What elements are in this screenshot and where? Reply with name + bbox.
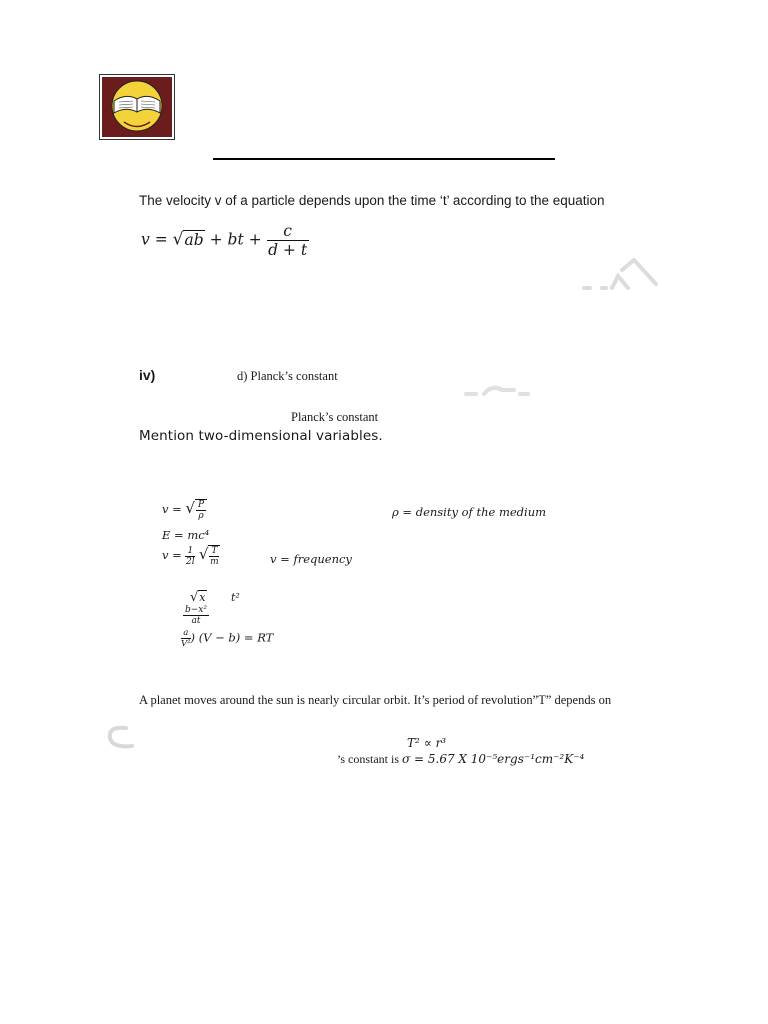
frequency-note: v = frequency <box>270 552 352 566</box>
stefan-prefix: ’s constant is <box>337 752 402 766</box>
density-note: ρ = density of the medium <box>392 505 547 519</box>
formula-frequency: v = $\frac{1}{2l}$ √ $\frac{T}{m}$ <box>162 545 219 567</box>
f3-coefficient <box>185 546 195 567</box>
velocity-equation: v = √ab + bt + $\frac{c}{d + t}$ <box>141 222 308 259</box>
eq-term2: bt <box>227 230 244 249</box>
formula-sqrt-x: √x <box>190 590 206 605</box>
mention-prompt: Mention two-dimensional variables. <box>139 428 383 444</box>
stefan-value: σ = 5.67 X 10⁻⁵ergs⁻¹cm⁻²K⁻⁴ <box>402 752 585 766</box>
eq-plus2: + <box>248 230 262 249</box>
eq-lhs: v <box>141 230 150 249</box>
eq-radicand: ab <box>184 230 204 249</box>
formula-ratio <box>183 605 209 626</box>
f6-fraction <box>181 628 191 649</box>
option-d-planck: d) Planck’s constant <box>237 369 338 383</box>
f3-lhs: v = <box>162 548 182 562</box>
f6-num: a <box>181 628 191 639</box>
f1-fraction <box>195 499 207 521</box>
formula-van-der-waals <box>181 628 273 649</box>
book-crest-icon <box>100 75 174 139</box>
eq-numerator: c <box>267 222 309 241</box>
item-iv-label: iv) <box>139 367 156 383</box>
stefan-constant-line <box>337 752 584 767</box>
f4-radicand: x <box>199 591 206 604</box>
f3-coef-num: 1 <box>187 545 194 556</box>
intro-sentence: The velocity v of a particle depends upon the time ‘t’ according to the equation <box>139 193 605 208</box>
formula-energy: E = mc⁴ <box>162 528 210 542</box>
formula-sound-velocity: v = √ $\frac{P}{\rho}$ <box>162 499 207 521</box>
f5-num: b−x² <box>185 605 207 615</box>
eq-fraction <box>267 222 309 259</box>
eq-equals: = <box>154 230 168 249</box>
eq-plus1: + <box>209 230 223 249</box>
f3-den: m <box>210 557 219 567</box>
formula-t-squared: t² <box>231 591 240 604</box>
school-logo <box>99 74 175 140</box>
f6-den: V² <box>181 639 191 649</box>
f1-lhs: v = <box>162 502 182 516</box>
planck-constant-note: Planck’s constant <box>291 410 379 424</box>
f6-rest: ) (V − b) = RT <box>190 630 274 645</box>
watermark-fragment-3 <box>102 722 142 757</box>
kepler-relation: T² ∝ r³ <box>407 736 447 750</box>
f5-den: at <box>191 616 201 626</box>
f3-fraction <box>208 545 220 567</box>
f1-den: ρ <box>198 511 204 521</box>
planet-sentence: A planet moves around the sun is nearly circular orbit. It’s period of revolution”T” depends on <box>139 693 612 707</box>
header-rule <box>213 158 555 160</box>
f3-num: T <box>211 546 218 556</box>
f3-coef-den: 2l <box>186 556 195 567</box>
watermark-fragment-2 <box>462 380 534 405</box>
eq-denominator: d + t <box>268 241 308 259</box>
f1-num: P <box>198 500 205 510</box>
watermark-fragment <box>576 254 660 299</box>
